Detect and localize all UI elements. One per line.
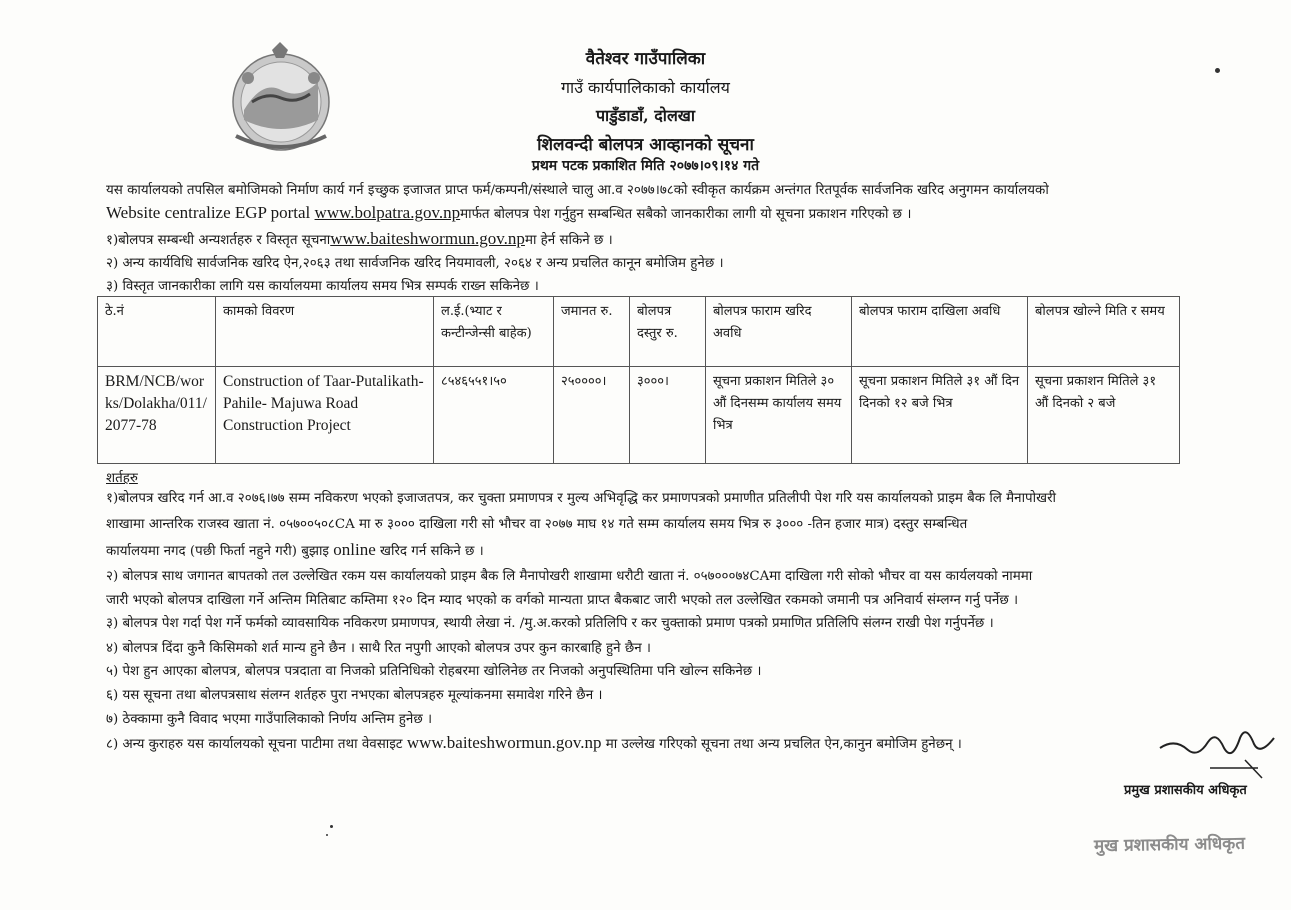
term-7: ७) ठेक्कामा कुनै विवाद भएमा गाउँपालिकाको निर्णय अन्तिम हुनेछ ।: [106, 712, 433, 727]
intro-portal-line: [106, 203, 1286, 223]
cell-estimate: ८५४६५५१।५०: [434, 367, 554, 464]
term-1c: [106, 540, 1286, 560]
term-2a: २) बोलपत्र साथ जगानत बापतको तल उल्लेखित रकम यस कार्यालयको प्राइम बैक लि मैनापोखरी शाखामा धरौटी खाता नं. ०५७०००७४CAमा दाखिला गरी सोको भौचर वा यस कार्यलयको नाममा: [106, 569, 1033, 584]
term-1c-pre: कार्यालयमा नगद (पछी फिर्ता नहुने गरी) बुझाइ: [106, 544, 334, 559]
term-4: ४) बोलपत्र दिंदा कुनै किसिमको शर्त मान्य हुने छैन । साथै रित नपुगी आएको बोलपत्र उपर कुन कारबाहि हुने छैन ।: [106, 641, 652, 656]
col-opening-time: बोलपत्र खोल्ने मिति र समय: [1028, 297, 1180, 367]
signature-scribble-icon: [1150, 718, 1290, 788]
term-5: ५) पेश हुन आएका बोलपत्र, बोलपत्र पत्रदाता वा निजको प्रतिनिधिको रोहबरमा खोलिनेछ तर निजको अनुपस्थितिमा पनि खोल्न सकिनेछ ।: [106, 664, 762, 679]
col-contract-no: ठे.नं: [98, 297, 216, 367]
col-estimate: ल.ई.(भ्याट र कन्टीन्जेन्सी बाहेक): [434, 297, 554, 367]
term-1c-post: खरिद गर्न सकिने छ ।: [375, 544, 484, 559]
term-8-site[interactable]: www.baiteshwormun.gov.np: [406, 733, 602, 752]
notice-title: शिलवन्दी बोलपत्र आव्हानको सूचना: [537, 135, 754, 155]
bolpatra-link[interactable]: www.bolpatra.gov.np: [314, 203, 461, 222]
intro-item-3: ३) विस्तृत जानकारीका लागि यस कार्यालयमा कार्यालय समय भित्र सम्पर्क राख्न सकिनेछ ।: [106, 279, 539, 294]
term-8: [106, 733, 1166, 753]
term-1b: शाखामा आन्तरिक राजस्व खाता नं. ०५७००५०८CA मा रु ३००० दाखिला गरी सो भौचर वा २०७७ माघ १४ गते सम्म कार्यालय समय भित्र रु ३००० -तिन हजार मात्र) दस्तुर सम्बन्धित: [106, 517, 968, 532]
col-security: जमानत रु.: [554, 297, 630, 367]
col-submission-period: बोलपत्र फाराम दाखिला अवधि: [852, 297, 1028, 367]
speck: [326, 834, 328, 836]
cell-description: Construction of Taar-Putalikath- Pahile- Majuwa Road Construction Project: [216, 367, 434, 464]
signatory-title: प्रमुख प्रशासकीय अधिकृत: [1124, 783, 1247, 798]
office-address: पाडुँडाडाँ, दोलखा: [595, 106, 696, 125]
cell-security: २५००००।: [554, 367, 630, 464]
office-name: वैतेश्वर गाउँपालिका: [585, 49, 706, 69]
col-purchase-period: बोलपत्र फाराम खरिद अवधि: [706, 297, 852, 367]
cell-opening-time: सूचना प्रकाशन मितिले ३१ औं दिनको २ बजे: [1028, 367, 1180, 464]
intro-portal-text: मार्फत बोलपत्र पेश गर्नुहुन सम्बन्धित सबैको जानकारीका लागी यो सूचना प्रकाशन गरिएको छ ।: [460, 207, 912, 222]
tender-table: [97, 296, 1180, 464]
term-3: ३) बोलपत्र पेश गर्दा पेश गर्ने फर्मको व्यावसायिक नविकरण प्रमाणपत्र, स्थायी लेखा नं. /मु.अ.करको प्रतिलिपि र कर चुक्ताको प्रमाण पत्रको प्रमाणित प्रतिलिपि संलग्न राखी पेश गर्नुपर्नेछ ।: [106, 616, 994, 631]
intro-item-1: [106, 229, 1286, 249]
col-description: कामको विवरण: [216, 297, 434, 367]
cell-submission-period: सूचना प्रकाशन मितिले ३१ औं दिन दिनको १२ बजे भित्र: [852, 367, 1028, 464]
col-fee: बोलपत्र दस्तुर रु.: [630, 297, 706, 367]
table-row: [98, 367, 1180, 464]
term-1c-online: online: [333, 540, 376, 559]
speck: [330, 825, 333, 828]
publish-date: प्रथम पटक प्रकाशित मिति २०७७।०९।१४ गते: [531, 158, 760, 174]
speck: [1215, 68, 1220, 73]
term-8-post: मा उल्लेख गरिएको सूचना तथा अन्य प्रचलित ऐन,कानुन बमोजिम हुनेछन् ।: [601, 737, 962, 752]
table-header-row: [98, 297, 1180, 367]
terms-heading: शर्तहरु: [106, 471, 138, 486]
cell-contract-no: BRM/NCB/works/Dolakha/011/2077-78: [98, 367, 216, 464]
cell-purchase-period: सूचना प्रकाशन मितिले ३० औं दिनसम्म कार्यालय समय भित्र: [706, 367, 852, 464]
portal-label: Website centralize EGP portal: [106, 203, 315, 222]
intro-item-2: २) अन्य कार्यविधि सार्वजनिक खरिद ऐन,२०६३ तथा सार्वजनिक खरिद नियमावली, २०६४ र अन्य प्रचलित कानून बमोजिम हुनेछ ।: [106, 256, 724, 271]
intro-paragraph: यस कार्यालयको तपसिल बमोजिमको निर्माण कार्य गर्न इच्छुक इजाजत प्राप्त फर्म/कम्पनी/संस्थाले चालु आ.व २०७७।७८को स्वीकृत कार्यक्रम अन्तंगत रितपूर्वक सार्वजनिक खरिद अनुगमन कार्यालयको: [106, 183, 1049, 198]
term-2b: जारी भएको बोलपत्र दाखिला गर्ने अन्तिम मितिबाट कम्तिमा १२० दिन म्याद भएको क वर्गको मान्यता प्राप्त बैकबाट जारी भएको तल उल्लेखित रकमको जमानी पत्र अनिवार्य संम्लग्न गर्नु पर्नेछ ।: [106, 593, 1019, 608]
term-1a: १)बोलपत्र खरिद गर्न आ.व २०७६।७७ सम्म नविकरण भएको इजाजतपत्र, कर चुक्ता प्रमाणपत्र र मुल्य अभिवृद्धि कर प्रमाणपत्रको प्रमाणीत प्रतिलीपी पेश गरि यस कार्यालयको प्राइम बैक लि मैनापोखरी: [106, 491, 1057, 506]
cell-fee: ३०००।: [630, 367, 706, 464]
term-8-pre: ८) अन्य कुराहरु यस कार्यालयको सूचना पाटीमा तथा वेवसाइट: [106, 737, 407, 752]
website-link[interactable]: www.baiteshwormun.gov.np: [330, 229, 525, 248]
item1-post: मा हेर्न सकिने छ ।: [524, 233, 613, 248]
item1-pre: १)बोलपत्र सम्बन्धी अन्यशर्तहरु र विस्तृत सूचना: [106, 233, 331, 248]
term-6: ६) यस सूचना तथा बोलपत्रसाथ संलग्न शर्तहरु पुरा नभएका बोलपत्रहरु मूल्यांकनमा समावेश गरिने छैन ।: [106, 688, 603, 703]
office-stamp: मुख प्रशासकीय अधिकृत: [1093, 833, 1246, 857]
office-subtitle: गाउँ कार्यपालिकाको कार्यालय: [561, 78, 730, 97]
